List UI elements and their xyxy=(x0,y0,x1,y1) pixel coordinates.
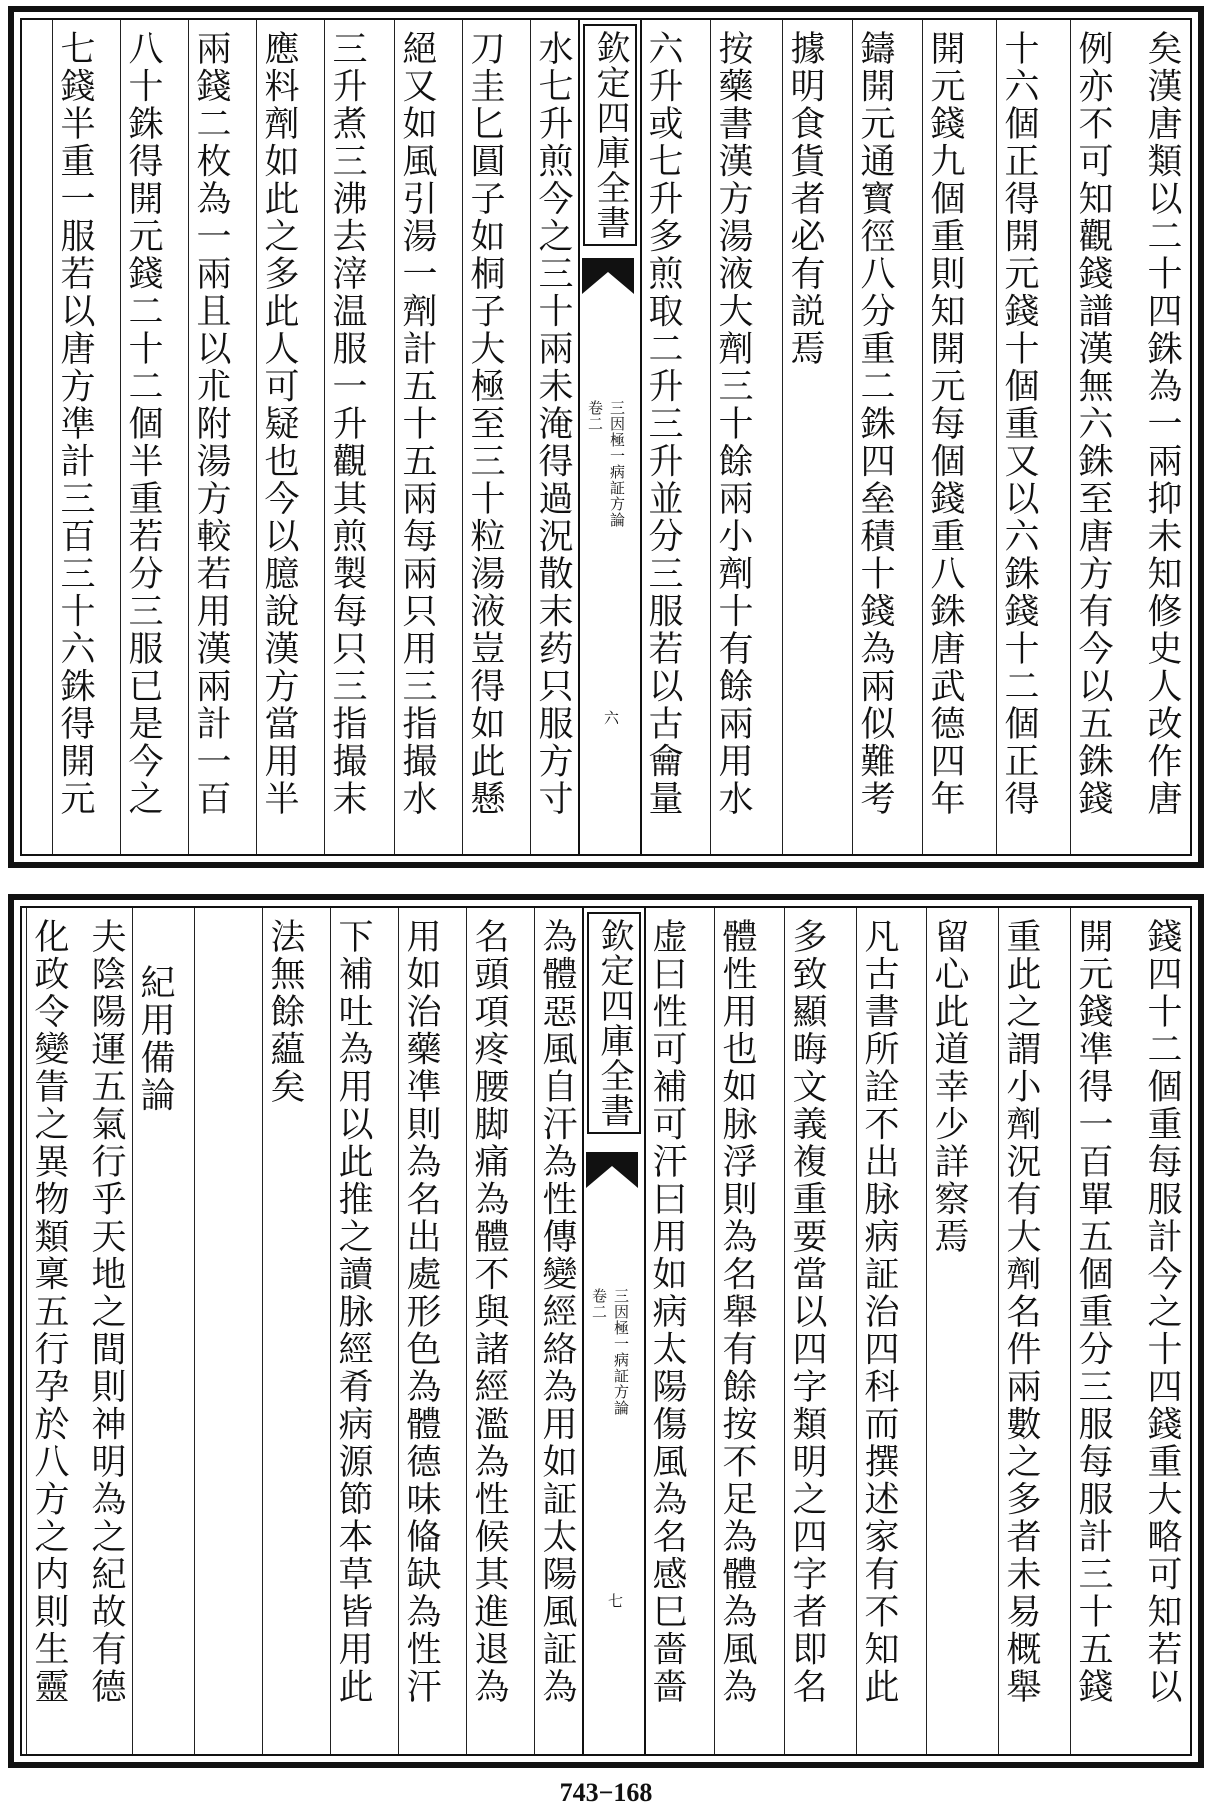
text-column xyxy=(644,908,689,1754)
fish-tail-mark xyxy=(582,258,634,298)
fish-tail-mark xyxy=(586,1152,638,1192)
text-column xyxy=(462,20,507,854)
column-text: 兩錢二枚為一兩且以朮附湯方較若用漢兩計一百 xyxy=(191,30,231,818)
column-text: 矣漢唐類以二十四銖為一兩抑未知修史人改作唐 xyxy=(1142,30,1182,818)
column-text: 六升或七升多煎取二升三升並分三服若以古龠量 xyxy=(643,30,683,818)
text-column xyxy=(710,20,755,854)
column-text xyxy=(195,908,239,918)
column-text: 法無餘藴矣 xyxy=(265,918,305,1106)
bottom-page xyxy=(8,894,1204,1768)
column-text: 用如治藥凖則為名出處形色為體德味偹缺為性汗 xyxy=(401,918,441,1706)
text-column xyxy=(714,908,759,1754)
column-text: 絕又如風引湯一劑計五十五兩每兩只用三指撮水 xyxy=(397,30,437,818)
column-text: 按藥書漢方湯液大劑三十餘兩小劑十有餘兩用水 xyxy=(713,30,753,818)
column-text: 開元錢九個重則知開元每個錢重八銖唐武德四年 xyxy=(925,30,965,818)
column-text: 下補吐為用以此推之讀脉經肴病源節本草皆用此 xyxy=(333,918,373,1706)
center-gutter xyxy=(582,908,646,1754)
top-page xyxy=(8,6,1204,868)
page-number: 743−168 xyxy=(559,1778,653,1807)
book-title: 三因極一病証方論 xyxy=(612,1288,630,1416)
text-column xyxy=(784,908,829,1754)
text-column xyxy=(926,908,971,1754)
text-column xyxy=(84,908,128,1754)
book-title: 三因極一病証方論 xyxy=(608,400,626,528)
top-page-frame xyxy=(20,18,1192,856)
text-column xyxy=(530,20,575,854)
column-text: 十六個正得開元錢十個重又以六銖錢十二個正得 xyxy=(999,30,1039,818)
text-column xyxy=(188,20,233,854)
text-column xyxy=(1140,20,1184,854)
column-text: 開元錢凖得一百單五個重分三服每服計三十五錢 xyxy=(1073,918,1113,1706)
column-text: 化政令變眚之異物類稟五行孕於八方之内則生靈 xyxy=(29,918,69,1706)
column-text: 留心此道幸少詳察焉 xyxy=(929,918,969,1256)
text-column xyxy=(856,908,901,1754)
text-column xyxy=(640,20,685,854)
column-text: 水七升煎今之三十兩未淹得過況散末药只服方寸 xyxy=(533,30,573,818)
text-column xyxy=(52,20,97,854)
text-column xyxy=(394,20,439,854)
volume-label: 卷二 xyxy=(590,1288,608,1320)
text-column xyxy=(324,20,369,854)
column-text: 錢四十二個重每服計今之十四錢重大略可知若以 xyxy=(1142,918,1182,1706)
column-text: 應料劑如此之多此人可疑也今以臆說漢方當用半 xyxy=(259,30,299,818)
section-heading: 紀用備論 xyxy=(135,964,175,1114)
column-text: 八十銖得開元錢二十二個半重若分三服已是今之 xyxy=(123,30,163,818)
column-text: 據明食貨者必有説焉 xyxy=(785,30,825,368)
leaf-number: 七 xyxy=(606,1593,624,1609)
column-text: 為體惡風自汗為性傳變經絡為用如証太陽風証為 xyxy=(537,918,577,1706)
column-text: 刀圭匕圓子如桐子大極至三十粒湯液豈得如此懸 xyxy=(465,30,505,818)
text-column xyxy=(996,20,1041,854)
bottom-page-frame xyxy=(20,906,1192,1756)
column-text: 多致顯晦文義複重要當以四字類明之四字者即名 xyxy=(787,918,827,1706)
volume-label: 卷二 xyxy=(586,400,604,432)
text-column xyxy=(1070,20,1115,854)
text-column xyxy=(852,20,897,854)
column-text: 體性用也如脉浮則為名舉有餘按不足為體為風為 xyxy=(717,918,757,1706)
column-text: 例亦不可知觀錢譜漢無六銖至唐方有今以五銖錢 xyxy=(1073,30,1113,818)
column-text: 重此之謂小劑況有大劑名件兩數之多者未易概舉 xyxy=(1001,918,1041,1706)
column-text: 七錢半重一服若以唐方凖計三百三十六銖得開元 xyxy=(55,30,95,818)
series-title-box: 欽定四庫全書 xyxy=(587,912,641,1134)
column-text: 虚曰性可補可汗曰用如病太陽傷風為名感巳嗇嗇 xyxy=(647,918,687,1706)
center-gutter xyxy=(578,20,642,854)
series-title-box: 欽定四庫全書 xyxy=(583,24,637,246)
text-column xyxy=(1070,908,1115,1754)
column-text: 夫陰陽運五氣行乎天地之間則神明為之紀故有德 xyxy=(86,918,126,1706)
text-column xyxy=(782,20,827,854)
text-column xyxy=(1140,908,1184,1754)
text-column xyxy=(922,20,967,854)
column-text: 凡古書所詮不出脉病証治四科而撰述家有不知此 xyxy=(859,918,899,1706)
column-text: 鑄開元通寳徑八分重二銖四垒積十錢為兩似難考 xyxy=(855,30,895,818)
text-column xyxy=(262,908,307,1754)
text-column xyxy=(120,20,165,854)
text-column xyxy=(256,20,301,854)
leaf-number: 六 xyxy=(602,710,620,726)
text-column xyxy=(330,908,375,1754)
text-column xyxy=(534,908,579,1754)
column-text: 名頭項疼腰脚痛為體不與諸經濫為性候其進退為 xyxy=(469,918,509,1706)
text-column xyxy=(26,908,71,1754)
text-column xyxy=(466,908,511,1754)
text-column xyxy=(132,908,177,1754)
text-column xyxy=(398,908,443,1754)
column-text: 三升煮三沸去滓温服一升觀其煎製每只三指撮末 xyxy=(327,30,367,818)
text-column xyxy=(998,908,1043,1754)
text-column xyxy=(194,908,239,1754)
